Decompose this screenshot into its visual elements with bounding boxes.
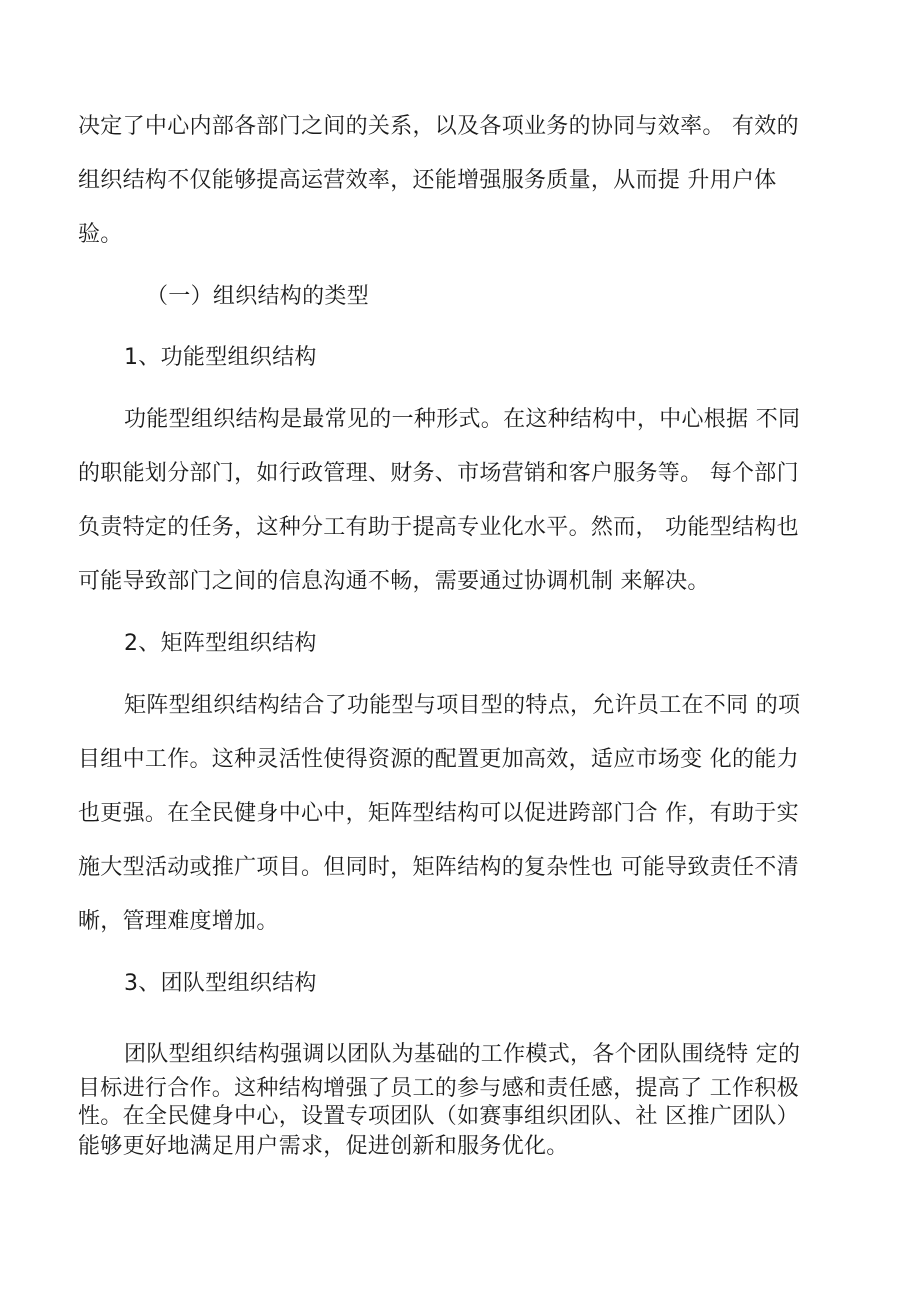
paragraph-line: 团队型组织结构强调以团队为基础的工作模式，各个团队围绕特 定的	[124, 1042, 801, 1067]
paragraph-line: 负责特定的任务，这种分工有助于提高专业化水平。然而， 功能型结构也	[78, 515, 799, 540]
paragraph-line: 也更强。在全民健身中心中，矩阵型结构可以促进跨部门合 作，有助于实	[78, 801, 799, 826]
paragraph-line: 功能型组织结构是最常见的一种形式。在这种结构中，中心根据 不同	[124, 407, 801, 432]
subsection-heading: 2、矩阵型组织结构	[124, 631, 317, 656]
paragraph-line: 晰，管理难度增加。	[78, 909, 279, 934]
paragraph-line: 矩阵型组织结构结合了功能型与项目型的特点，允许员工在不同 的项	[124, 693, 801, 718]
intro-line: 组织结构不仅能够提高运营效率，还能增强服务质量，从而提 升用户体	[78, 168, 777, 193]
subsection-heading: 3、团队型组织结构	[124, 971, 317, 996]
intro-line: 验。	[78, 222, 123, 247]
intro-line: 决定了中心内部各部门之间的关系，以及各项业务的协同与效率。 有效的	[78, 114, 799, 139]
subsection-heading: 1、功能型组织结构	[124, 345, 317, 370]
paragraph-line: 的职能划分部门，如行政管理、财务、市场营销和客户服务等。 每个部门	[78, 461, 799, 486]
paragraph-line: 目组中工作。这种灵活性使得资源的配置更加高效，适应市场变 化的能力	[78, 747, 799, 772]
section-heading: （一）组织结构的类型	[146, 284, 370, 309]
paragraph-line: 目标进行合作。这种结构增强了员工的参与感和责任感，提高了 工作积极	[78, 1076, 799, 1101]
paragraph-line: 性。在全民健身中心，设置专项团队（如赛事组织团队、社 区推广团队）	[78, 1104, 799, 1129]
paragraph-line: 能够更好地满足用户需求，促进创新和服务优化。	[78, 1134, 569, 1159]
paragraph-line: 施大型活动或推广项目。但同时，矩阵结构的复杂性也 可能导致责任不清	[78, 855, 799, 880]
paragraph-line: 可能导致部门之间的信息沟通不畅，需要通过协调机制 来解决。	[78, 569, 710, 594]
